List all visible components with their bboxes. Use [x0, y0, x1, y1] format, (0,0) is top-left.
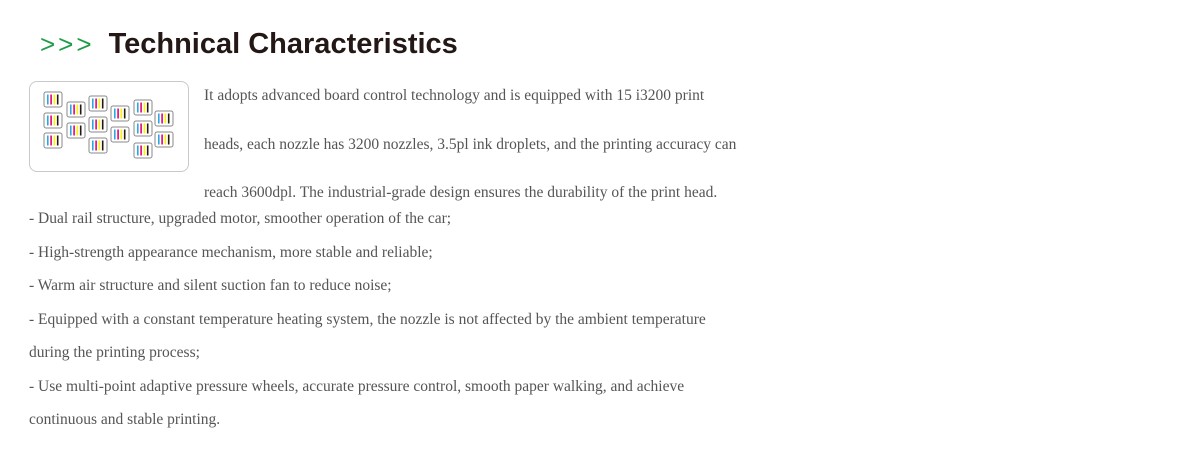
intro-line: heads, each nozzle has 3200 nozzles, 3.5pl ink droplets, and the printing accuracy can — [204, 135, 737, 153]
feature-item-continuation: continuous and stable printing. — [29, 411, 221, 428]
section-title: Technical Characteristics — [108, 27, 458, 60]
print-head — [134, 121, 152, 136]
print-head — [111, 127, 129, 142]
print-head — [155, 111, 173, 126]
feature-item: - Dual rail structure, upgraded motor, smoother operation of the car; — [29, 210, 452, 227]
heading-arrows: >>> — [40, 28, 95, 59]
print-head — [111, 106, 129, 121]
feature-item: - Equipped with a constant temperature heating system, the nozzle is not affected by the ambient temperature — [29, 310, 706, 328]
feature-item: - Use multi-point adaptive pressure wheels, accurate pressure control, smooth paper walking, and achieve — [29, 377, 685, 395]
intro-line: It adopts advanced board control technology and is equipped with 15 i3200 print — [204, 87, 705, 104]
feature-item: - High-strength appearance mechanism, more stable and reliable; — [29, 243, 433, 261]
print-head — [89, 96, 107, 111]
intro-paragraph — [204, 72, 804, 218]
section-heading — [40, 24, 458, 64]
feature-item: - Warm air structure and silent suction fan to reduce noise; — [29, 277, 392, 294]
intro-line: reach 3600dpl. The industrial-grade design ensures the durability of the print head. — [204, 184, 718, 201]
print-head — [44, 113, 62, 128]
print-head — [67, 102, 85, 117]
print-head — [44, 133, 62, 148]
print-head-array-icon — [30, 82, 190, 173]
print-head — [134, 100, 152, 115]
print-head — [89, 138, 107, 153]
print-head — [89, 117, 107, 132]
print-head — [67, 123, 85, 138]
print-head — [134, 143, 152, 158]
feature-item-continuation: during the printing process; — [29, 344, 200, 361]
print-head — [155, 132, 173, 147]
feature-list — [29, 202, 829, 437]
print-head — [44, 92, 62, 107]
print-head-figure — [29, 81, 189, 172]
